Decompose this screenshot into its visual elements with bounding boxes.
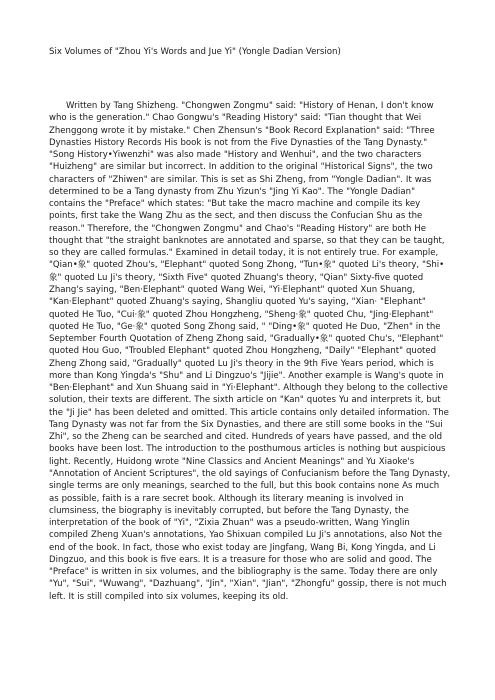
document-body-paragraph: Written by Tang Shizheng. "Chongwen Zongmu" said: "History of Henan, I don't know who is the generation." Chao Gongwu's "Reading History" said: "Tian thought that Wei Zhenggong wrote it by mistake." Chen Zhensun's "Book Record Explanation" said: "Three Dynasties History Records His book is not from the Five Dynasties of the Tang Dynasty." "Song History•Yiwenzhi" was also made "History and Wenhui", and the two characters "Huizheng" are similar but incorrect. In addition to the original "Historical Signs", the two characters of "Zhiwen" are similar. This is set as Shi Zheng, from "Yongle Dadian". It was determined to be a Tang dynasty from Zhu Yizun's "Jing Yi Kao". The "Yongle Dadian" contains the "Preface" which states: "But take the macro machine and compile its key points, first take the Wang Zhu as the sect, and then discuss the Confucian Shu as the reason." Therefore, the "Chongwen Zongmu" and Chao's "Reading History" are both He thought that "the straight banknotes are annotated and sparse, so that they can be taught, so they are called formulas." Examined in detail today, it is not entirely true. For example, "Qian•象" quoted Zhou's, "Elephant" quoted Song Zhong, "Tun•象" quoted Li's theory, "Shi•象" quoted Lu Ji's theory, "Sixth Five" quoted Zhuang's theory, "Qian" Sixty-five quoted Zhang's saying, "Ben·Elephant" quoted Wang Wei, "Yi·Elephant" quoted Xun Shuang, "Kan·Elephant" quoted Zhuang's saying, Shangliu quoted Yu's saying, "Xian· "Elephant" quoted He Tuo, "Cui·象" quoted Zhou Hongzheng, "Sheng·象" quoted Chu, "Jing·Elephant" quoted He Tuo, "Ge·象" quoted Song Zhong said, " "Ding•象" quoted He Duo, "Zhen" in the September Fourth Quotation of Zheng Zhong said, "Gradually•象" quoted Chu's, "Elephant" quoted Hou Guo, "Troubled Elephant" quoted Zhou Hongzheng, "Daily" "Elephant" quoted Zheng Zhong said, "Gradually" quoted Lu Ji's theory in the 9th Five Years period, which is more than Kong Yingda's "Shu" and Li Dingzuo's "Jijie". Another example is Wang's quote in "Ben·Elephant" and Xun Shuang said in "Yi·Elephant". Although they belong to the collective solution, their texts are different. The sixth article on "Kan" quotes Yu and interprets it, but the "Ji Jie" has been deleted and omitted. This article contains only detailed information. The Tang Dynasty was not far from the Six Dynasties, and there are still some books in the "Sui Zhi", so the Zheng can be searched and cited. Hundreds of years have passed, and the old books have been lost. The introduction to the posthumous articles is nothing but auspicious light. Recently, Huidong wrote "Nine Classics and Ancient Meanings" and Yu Xiaoke's "Annotation of Ancient Scriptures", the old sayings of Confucianism before the Tang Dynasty, single terms are only meanings, searched to the full, but this book contains none As much as possible, faith is a rare secret book. Although its literary meaning is involved in clumsiness, the biography is inevitably corrupted, but before the Tang Dynasty, the interpretation of the book of "Yi", "Zixia Zhuan" was a pseudo-written, Wang Yinglin compiled Zheng Xuan's annotations, Yao Shixuan compiled Lu Ji's annotations, also Not the end of the book. In fact, those who exist today are Jingfang, Wang Bi, Kong Yingda, and Li Dingzuo, and this book is five ears. It is a treasure for those who are solid and good. The "Preface" is written in six volumes, and the bibliography is the same. Today there are only "Yu", "Sui", "Wuwang", "Dazhuang", "Jin", "Xian", "Jian", "Zhongfu" gossip, there is not much left. It is still compiled into six volumes, keeping its old.	[49, 101, 451, 602]
document-title: Six Volumes of "Zhou Yi's Words and Jue Yi" (Yongle Dadian Version)	[49, 47, 341, 57]
